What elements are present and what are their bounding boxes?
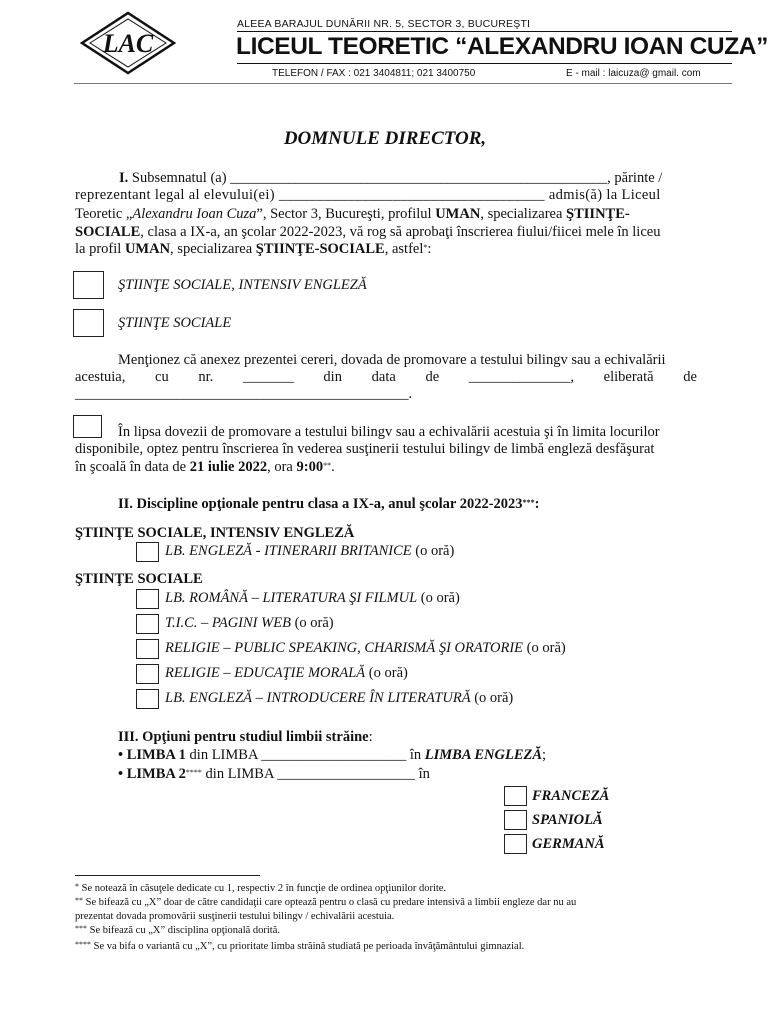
- mention-line2[interactable]: [75, 369, 697, 386]
- school-address: ALEEA BARAJUL DUNĂRII NR. 5, SECTOR 3, BUCUREŞTI: [237, 18, 531, 30]
- school-logo: [78, 10, 178, 76]
- parent-name-field[interactable]: Subsemnatul (a) ____________________________________________________, părinte /: [131, 170, 663, 186]
- optional-course-checkbox[interactable]: [136, 664, 159, 684]
- document-title: DOMNULE DIRECTOR,: [283, 128, 487, 149]
- logo-lettering: LAC: [102, 29, 154, 58]
- footnote-rule: [75, 875, 260, 876]
- mention-line3[interactable]: ______________________________________________.: [75, 386, 413, 402]
- language-checkbox[interactable]: [504, 810, 527, 830]
- school-phone: TELEFON / FAX : 021 3404811; 021 3400750: [272, 68, 476, 79]
- header-rule-top: [237, 31, 732, 32]
- footnote-2-continued: prezentat dovada promovării susţinerii testului bilingv / echivalării acestuia.: [75, 911, 395, 922]
- language-checkbox[interactable]: [504, 834, 527, 854]
- mention-line1: Menţionez că anexez prezentei cereri, dovada de promovare a testului bilingv sau a echivalării: [118, 352, 666, 368]
- optional-course-label: T.I.C. – PAGINI WEB (o oră): [165, 615, 334, 631]
- section2-heading: II. Discipline opţionale pentru clasa a IX-a, anul şcolar 2022-2023***:: [118, 496, 540, 512]
- mention-word: ______________,: [468, 369, 574, 385]
- optional-course-checkbox[interactable]: [136, 689, 159, 709]
- school-name: LICEUL TEORETIC “ALEXANDRU IOAN CUZA”: [236, 33, 768, 60]
- optional-course-label: LB. ENGLEZĂ – INTRODUCERE ÎN LITERATURĂ (o oră): [165, 690, 514, 706]
- optional-course-label: LB. ROMÂNĂ – LITERATURA ŞI FILMUL (o oră): [165, 590, 460, 606]
- mention-word: eliberată: [603, 369, 654, 385]
- section1-line1: [75, 170, 697, 187]
- mention-word: acestuia,: [75, 369, 126, 385]
- section3-heading: III. Opţiuni pentru studiul limbii străine:: [118, 729, 373, 745]
- section1-line4: SOCIALE, clasa a IX-a, an şcolar 2022-2023, vă rog să aprobaţi înscrierea fiului/fiicei mele în liceu: [75, 224, 661, 240]
- student-name-field[interactable]: reprezentant legal al elevului(ei) ___________________________________ admis(ă) la Liceul: [75, 187, 661, 203]
- lipsa-line2: disponibile, optez pentru înscrierea în vederea susţinerii testului bilingv de limbă engleză desfăşurat: [75, 441, 655, 457]
- option-intensiv-checkbox[interactable]: [73, 271, 104, 299]
- group2-title: ŞTIINŢE SOCIALE: [75, 571, 203, 587]
- mention-word: _______: [242, 369, 294, 385]
- footnote-3: *** Se bifează cu „X” disciplina opţională dorită.: [75, 924, 281, 936]
- lipsa-line1: În lipsa dovezii de promovare a testului bilingv sau a echivalării acestuia şi în limita locurilor: [118, 424, 660, 440]
- header-rule-bottom: [237, 63, 732, 64]
- section1-line3: Teoretic „Alexandru Ioan Cuza”, Sector 3, Bucureşti, profilul UMAN, specializarea ŞTIINŢE-: [75, 206, 630, 222]
- language-checkbox[interactable]: [504, 786, 527, 806]
- mention-word: de: [425, 369, 440, 385]
- language-label: SPANIOLĂ: [532, 812, 603, 828]
- mention-word: data: [371, 369, 396, 385]
- section1-line5: la profil UMAN, specializarea ŞTIINŢE-SOCIALE, astfel*:: [75, 241, 432, 257]
- mention-word: de: [683, 369, 697, 385]
- bilingual-test-checkbox[interactable]: [73, 415, 102, 438]
- school-email: E - mail : laicuza@ gmail. com: [566, 68, 701, 79]
- optional-course-label: LB. ENGLEZĂ - ITINERARII BRITANICE (o oră): [165, 543, 455, 559]
- mention-word: din: [323, 369, 342, 385]
- optional-course-checkbox[interactable]: [136, 639, 159, 659]
- group1-title: ŞTIINŢE SOCIALE, INTENSIV ENGLEZĂ: [75, 525, 355, 541]
- optional-course-label: RELIGIE – PUBLIC SPEAKING, CHARISMĂ ŞI ORATORIE (o oră): [165, 640, 566, 656]
- footnote-2: ** Se bifează cu „X” doar de către candidaţii care optează pentru o clasă cu predare intensivă a limbii engleze dar nu au: [75, 896, 577, 908]
- option-intensiv-label: ŞTIINŢE SOCIALE, INTENSIV ENGLEZĂ: [118, 277, 367, 293]
- limba2-line[interactable]: • LIMBA 2**** din LIMBA ___________________ în: [118, 766, 430, 782]
- mention-word: nr.: [198, 369, 214, 385]
- optional-course-checkbox[interactable]: [136, 589, 159, 609]
- footnote-4: **** Se va bifa o variantă cu „X”, cu prioritate limba străină studiată pe perioada învăţământului gimnazial.: [75, 940, 525, 952]
- optional-course-checkbox[interactable]: [136, 542, 159, 562]
- language-label: FRANCEZĂ: [532, 788, 610, 804]
- option-sociale-label: ŞTIINŢE SOCIALE: [118, 315, 232, 331]
- limba1-line[interactable]: • LIMBA 1 din LIMBA ____________________ în LIMBA ENGLEZĂ;: [118, 747, 547, 763]
- header-separator: [74, 83, 732, 84]
- section1-roman: I.: [119, 170, 129, 186]
- language-label: GERMANĂ: [532, 836, 605, 852]
- optional-course-label: RELIGIE – EDUCAŢIE MORALĂ (o oră): [165, 665, 408, 681]
- lipsa-line3: în şcoală în data de 21 iulie 2022, ora 9:00**.: [75, 459, 335, 475]
- footnote-1: * Se notează în căsuţele dedicate cu 1, respectiv 2 în funcţie de ordinea opţiunilor dorite.: [75, 882, 447, 894]
- option-sociale-checkbox[interactable]: [73, 309, 104, 337]
- optional-course-checkbox[interactable]: [136, 614, 159, 634]
- mention-word: cu: [155, 369, 169, 385]
